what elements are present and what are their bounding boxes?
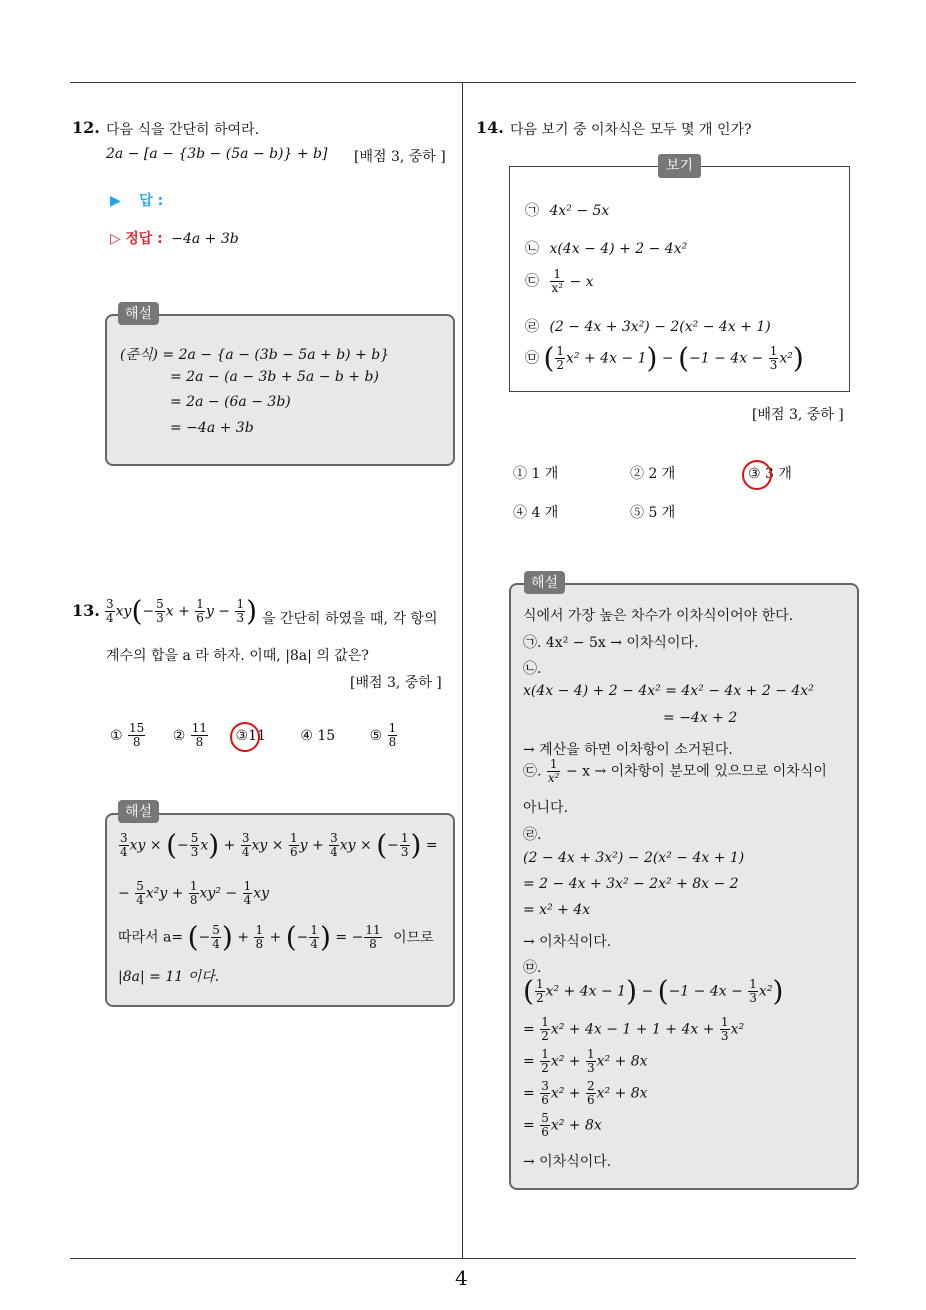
q13-choice-5[interactable]: ⑤ $\frac{1}{8}$ — [369, 721, 397, 749]
q12-sol-line-3: = 2a − (6a − 3b) — [170, 394, 291, 410]
q13-sol-line-3: 따라서 a= (− $\frac{5}{4}$ ) + $\frac{1}{8}$ + (− $\frac{1}{4}$ ) = − $\frac{11}{8}$ 이므로 — [118, 920, 434, 954]
q14-item-3: ㉢ $\frac{1}{\text{x²}}$ − x — [525, 267, 594, 295]
q12-expression: 2a − [a − {3b − (5a − b)} + b] — [106, 146, 328, 162]
q14-sol-14: ㉤. — [523, 960, 542, 976]
q13-choice-1[interactable]: ① $\frac{15}{8}$ — [110, 721, 145, 749]
q14-sol-19: = $\frac{5}{6}$ x² + 8x — [523, 1111, 602, 1139]
q14-choice-3[interactable]: ③ 3 개 — [748, 466, 792, 482]
q14-choice-5[interactable]: ⑤ 5 개 — [630, 505, 676, 521]
q13-meta: [배점 3, 중하 ] — [350, 675, 442, 691]
q13-sol-line-1: $\frac{3}{4}$ xy × (− $\frac{5}{3}$ x) + $\frac{3}{4}$ xy × $\frac{1}{6}$ y + $\frac{3}{4}$ xy × (− $\frac{1}{3}$ ) = — [120, 828, 438, 862]
q14-sol-11: = 2 − 4x + 3x² − 2x² + 8x − 2 — [523, 876, 739, 892]
q14-sol-8: 아니다. — [523, 800, 569, 816]
q14-item-4: ㉣ (2 − 4x + 3x²) − 2(x² − 4x + 1) — [525, 319, 771, 335]
page-number: 4 — [455, 1266, 468, 1290]
q12-sol-line-2: = 2a − (a − 3b + 5a − b + b) — [170, 369, 379, 385]
q14-sol-16: = $\frac{1}{2}$ x² + 4x − 1 + 1 + 4x + $\frac{1}{3}$ x² — [523, 1015, 745, 1043]
q14-sol-17: = $\frac{1}{2}$ x² + $\frac{1}{3}$ x² + 8x — [523, 1047, 648, 1075]
q14-item-5: ㉤ ( $\frac{1}{2}$ x² + 4x − 1) − (−1 − 4x − $\frac{1}{3}$ x²) — [525, 341, 804, 375]
q12-correct-row — [110, 228, 239, 248]
q13-expression: $\frac{3}{4}$ xy(− $\frac{5}{3}$ x + $\frac{1}{6}$ y − $\frac{1}{3}$ ) — [106, 594, 258, 628]
q14-sol-9: ㉣. — [523, 827, 542, 843]
q13-number: 13. — [72, 601, 100, 620]
q14-sol-15: ( $\frac{1}{2}$ x² + 4x − 1) − (−1 − 4x − $\frac{1}{3}$ x²) — [523, 974, 784, 1008]
play-icon: ▶ — [110, 193, 121, 209]
column-divider — [462, 82, 463, 1258]
q14-sol-10: (2 − 4x + 3x²) − 2(x² − 4x + 1) — [523, 850, 745, 866]
q12-sol-line-1: (준식) = 2a − {a − (3b − 5a + b) + b} — [120, 347, 390, 363]
q14-item-2: ㉡ x(4x − 4) + 2 − 4x² — [525, 241, 688, 257]
q14-sol-2: ㉠. 4x² − 5x → 이차식이다. — [523, 635, 699, 651]
q14-sol-18: = $\frac{3}{6}$ x² + $\frac{2}{6}$ x² + 8x — [523, 1079, 648, 1107]
q12-sol-line-4: = −4a + 3b — [170, 420, 254, 436]
q14-sol-12: = x² + 4x — [523, 902, 591, 918]
q12-prompt: 다음 식을 간단히 하여라. — [106, 122, 260, 138]
q12-meta: [배점 3, 중하 ] — [354, 149, 446, 165]
q14-meta: [배점 3, 중하 ] — [752, 407, 844, 423]
q12-answer-row — [110, 190, 163, 210]
q12-solution-tag: 해설 — [118, 302, 159, 325]
q14-item-1: ㉠ 4x² − 5x — [525, 203, 610, 219]
q14-sol-6: → 계산을 하면 이차항이 소거된다. — [523, 742, 733, 758]
q13-choice-4[interactable]: ④ 15 — [300, 727, 336, 744]
q12-correct-label: 정답 : — [125, 231, 163, 247]
q14-sol-7: ㉢. $\frac{1}{\text{x²}}$ − x → 이차항이 분모에 있으므로 이차식이 — [523, 757, 827, 785]
q12-answer-label: 답 : — [139, 193, 164, 209]
q13-sol-line-4: |8a| = 11 이다. — [118, 969, 220, 985]
q14-solution-tag: 해설 — [524, 571, 565, 594]
q14-sol-1: 식에서 가장 높은 차수가 이차식이어야 한다. — [523, 608, 794, 624]
q12-correct-value: −4a + 3b — [171, 231, 239, 247]
triangle-outline-icon: ▷ — [110, 231, 121, 247]
q14-prompt: 다음 보기 중 이차식은 모두 몇 개 인가? — [510, 122, 752, 138]
q14-choice-2[interactable]: ② 2 개 — [630, 466, 676, 482]
q14-sol-5: = −4x + 2 — [663, 710, 738, 726]
q14-sol-13: → 이차식이다. — [523, 934, 612, 950]
q14-selected-circle: ③ — [748, 466, 761, 482]
q14-sol-4: x(4x − 4) + 2 − 4x² = 4x² − 4x + 2 − 4x² — [523, 683, 814, 699]
q13-choice-2[interactable]: ② $\frac{11}{8}$ — [172, 721, 208, 749]
q14-sol-20: → 이차식이다. — [523, 1154, 612, 1170]
q14-choice-4[interactable]: ④ 4 개 — [513, 505, 559, 521]
q13-solution-tag: 해설 — [118, 800, 159, 823]
q13-choices — [110, 722, 398, 749]
q13-selected-circle: ③ — [235, 727, 249, 744]
q14-choice-1[interactable]: ① 1 개 — [513, 466, 559, 482]
q13-prompt-tail: 을 간단히 하였을 때, 각 항의 — [262, 611, 438, 627]
q12-solution-box — [105, 314, 455, 466]
q13-choice-3[interactable]: ③11 — [235, 727, 266, 744]
q13-sol-line-2: − $\frac{5}{4}$ x²y + $\frac{1}{8}$ xy² − $\frac{1}{4}$ xy — [118, 879, 270, 907]
top-rule — [70, 82, 856, 83]
q14-bogi-tag: 보기 — [658, 154, 701, 178]
bottom-rule — [70, 1258, 856, 1259]
q14-number: 14. — [476, 118, 504, 137]
q14-sol-3: ㉡. — [523, 661, 542, 677]
q12-number: 12. — [72, 118, 100, 137]
q13-prompt-line2: 계수의 합을 a 라 하자. 이때, |8a| 의 값은? — [106, 648, 369, 664]
